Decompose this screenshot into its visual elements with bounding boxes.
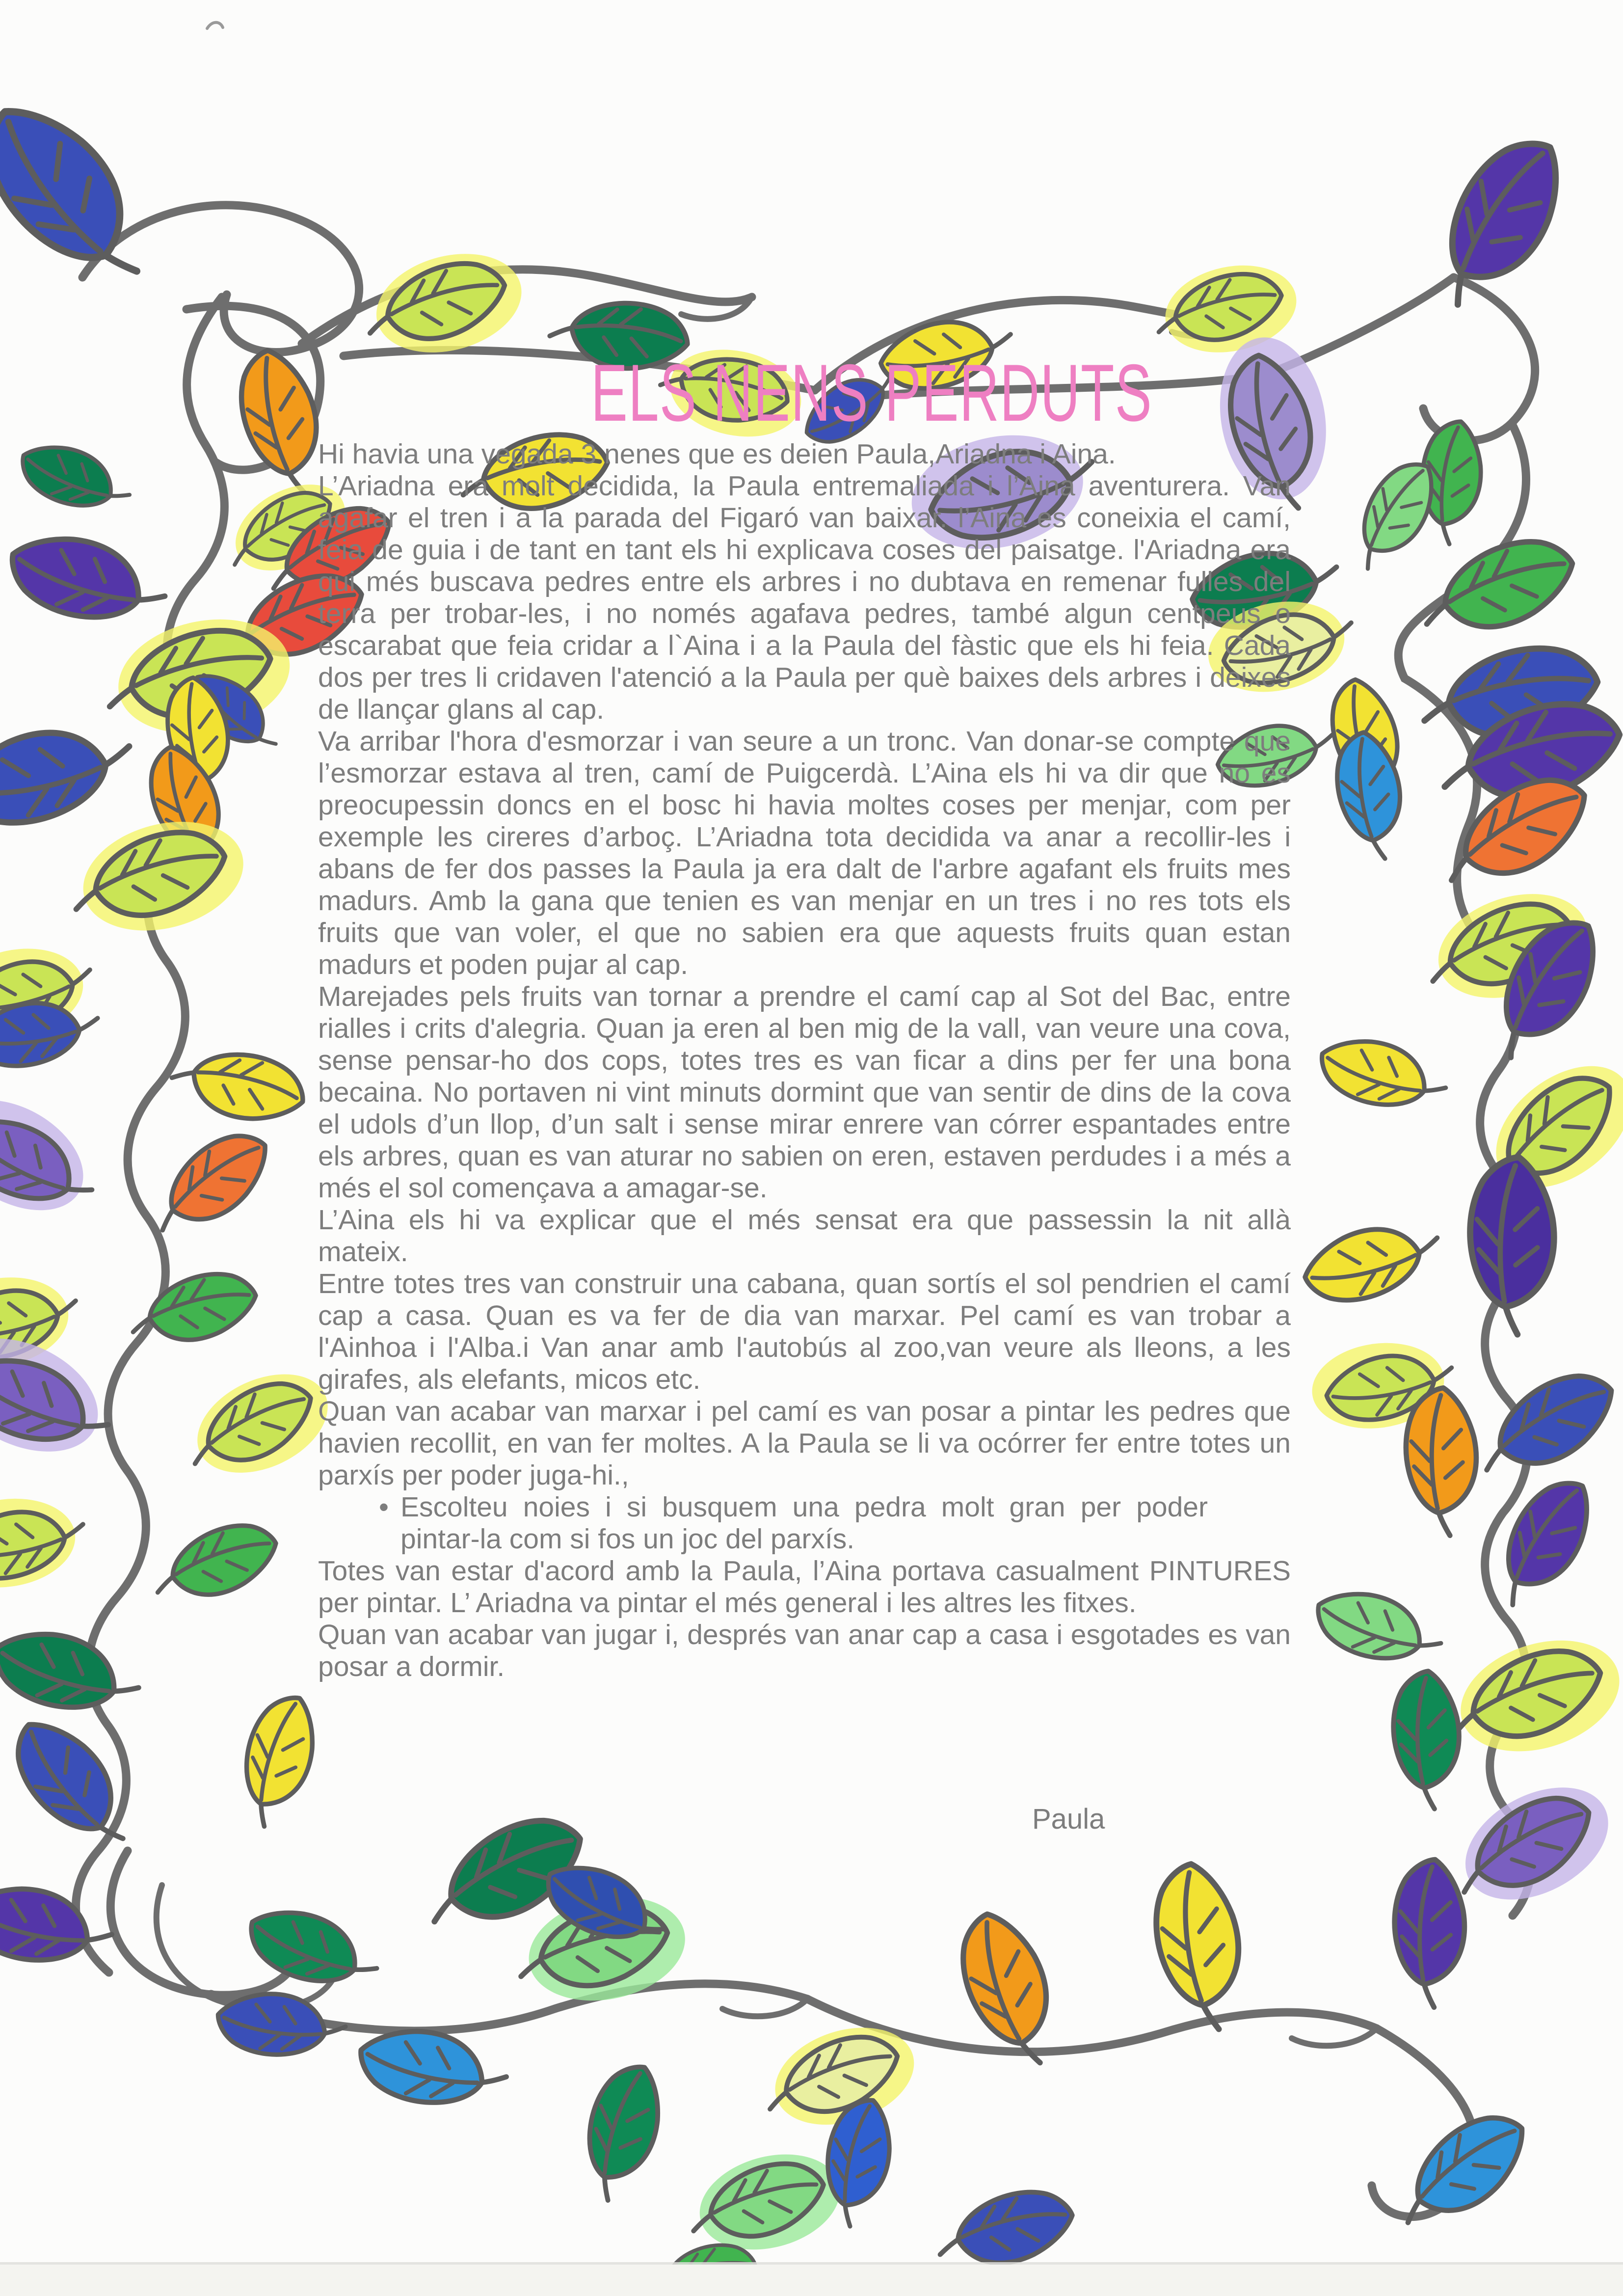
bullet-text: Escolteu noies i si busquem una pedra molt gran per poder pintar-la com si fos un joc del parxís. (400, 1491, 1208, 1555)
leaf (1464, 1359, 1623, 1491)
story-title: ELS NENS PERDUTS (591, 348, 1153, 438)
leaf (1437, 1765, 1623, 1927)
leaf (166, 1037, 311, 1133)
leaf (12, 431, 137, 527)
story-content (318, 348, 1291, 1835)
leaf (0, 519, 173, 644)
leaf (60, 805, 256, 950)
story-paragraph: Marejades pels fruits van tornar a prendre el camí cap al Sot del Bac, entre rialles i crits d'alegria. Quan ja eren al ben mig de la vall, van veure una cova, sense pensar-ho dos cops, totes tres es van ficar a dins per fer una bona becaina. No portaven ni vint minuts dormint que van sentir de dins de la cova el udols d’un llop, d’un salt i sense mirar enrere van córrer espantades entre els arbres, quan es van aturar no sabien on eren, estaven perdudes i a més a més el sol començava a amagar-se. (318, 981, 1291, 1204)
leaf (125, 1266, 262, 1352)
scan-edge-shadow (0, 2265, 1623, 2296)
leaf (0, 1078, 111, 1238)
bullet-icon: • (379, 1491, 389, 1523)
leaf (1477, 1467, 1610, 1618)
leaf (145, 1514, 286, 1612)
leaf (1298, 1216, 1446, 1309)
story-paragraph: Va arribar l'hora d'esmorzar i van seure a un tronc. Van donar-se compte que l’esmorzar estava al tren, camí de Puigcerdà. L’Aina els hi va dir que no es preocupessin doncs en el bosc hi havia moltes coses per menjar, com per exemple les cireres d’arboç. L’Ariadna tota decidida va anar a recollir-les i abans de fer dos passes la Paula ja era dalt de l'arbre agafant els fruits mes madurs. Amb la gana que tenien es van menjar en un tres i no res tots els fruits que van voler, el que no sabien era que aquests fruits quan estan madurs et poden pujar al cap. (318, 726, 1291, 980)
story-paragraph: Entre totes tres van construir una cabana, quan sortís el sol pendrien el camí cap a casa. Quan es va fer de dia van marxar. Pel camí es van trobar a l'Ainhoa i l'Alba.i Van anar amb l'autobús al zoo,van veure als lleons, a les girafes, als elefants, micos etc. (318, 1268, 1291, 1395)
leaf (0, 1615, 147, 1732)
leaf (0, 998, 101, 1070)
leaf (0, 1704, 142, 1865)
leaf (1151, 1861, 1246, 2034)
leaf (1381, 2100, 1542, 2242)
leaf (1387, 1857, 1470, 2009)
story-paragraph: Quan van acabar van marxar i pel camí es van posar a pintar les pedres que havien recollit, en van fer moltes. A la Paula se li va ocórrer fer entre totes un parxís per poder juga-hi., (318, 1396, 1291, 1491)
story-paragraph: L’Ariadna era molt decidida, la Paula entremaliada i l’Aina aventurera. Van agafar el tren i a la parada del Figaró van baixar. l’Aina es coneixia el camí, feia de guia i de tant en tant els hi explicava coses del paisatge. l'Ariadna era qui més buscava pedres entre els arbres i no dubtava en remenar fulles del terra per trobar-les, i no només agafava pedres, també algun centpeus o escarabat que feia cridar a l`Aina i a la Paula del fàstic que els hi feia. Cada dos per tres li cridaven l'atenció a la Paula per què baixes dels arbres i deixes de llançar glans al cap. (318, 470, 1291, 725)
story-paragraph: Quan van acabar van jugar i, després van anar cap a casa i esgotades es van posar a dormir. (318, 1619, 1291, 1682)
story-text (318, 438, 1291, 1683)
leaf (1307, 1576, 1449, 1681)
signature: Paula (1032, 1803, 1105, 1835)
leaf (1436, 1621, 1623, 1774)
leaf (1312, 1025, 1453, 1126)
bullet-item (367, 1491, 1208, 1555)
story-paragraph: Hi havia una vegada 3 nenes que es deien Paula,Ariadna i Aina. (318, 438, 1116, 470)
leaf (224, 1687, 329, 1834)
leaf (1390, 1670, 1461, 1810)
pen-squiggle-mark (207, 23, 223, 28)
leaf (0, 1489, 90, 1596)
story-paragraph: Totes van estar d'acord amb la Paula, l’Aina portava casualment PINTURES per pintar. L’ Ariadna va pintar el més general i les altres les fitxes. (318, 1555, 1291, 1619)
leaf (1403, 1387, 1479, 1537)
leaf (1411, 528, 1584, 648)
leaf (138, 1119, 284, 1247)
story-paragraph: L’Aina els hi va explicar que el més sensat era que passessin la nit allà mateix. (318, 1204, 1291, 1268)
leaf (567, 2056, 676, 2208)
leaf (233, 344, 328, 501)
leaf (0, 718, 139, 833)
